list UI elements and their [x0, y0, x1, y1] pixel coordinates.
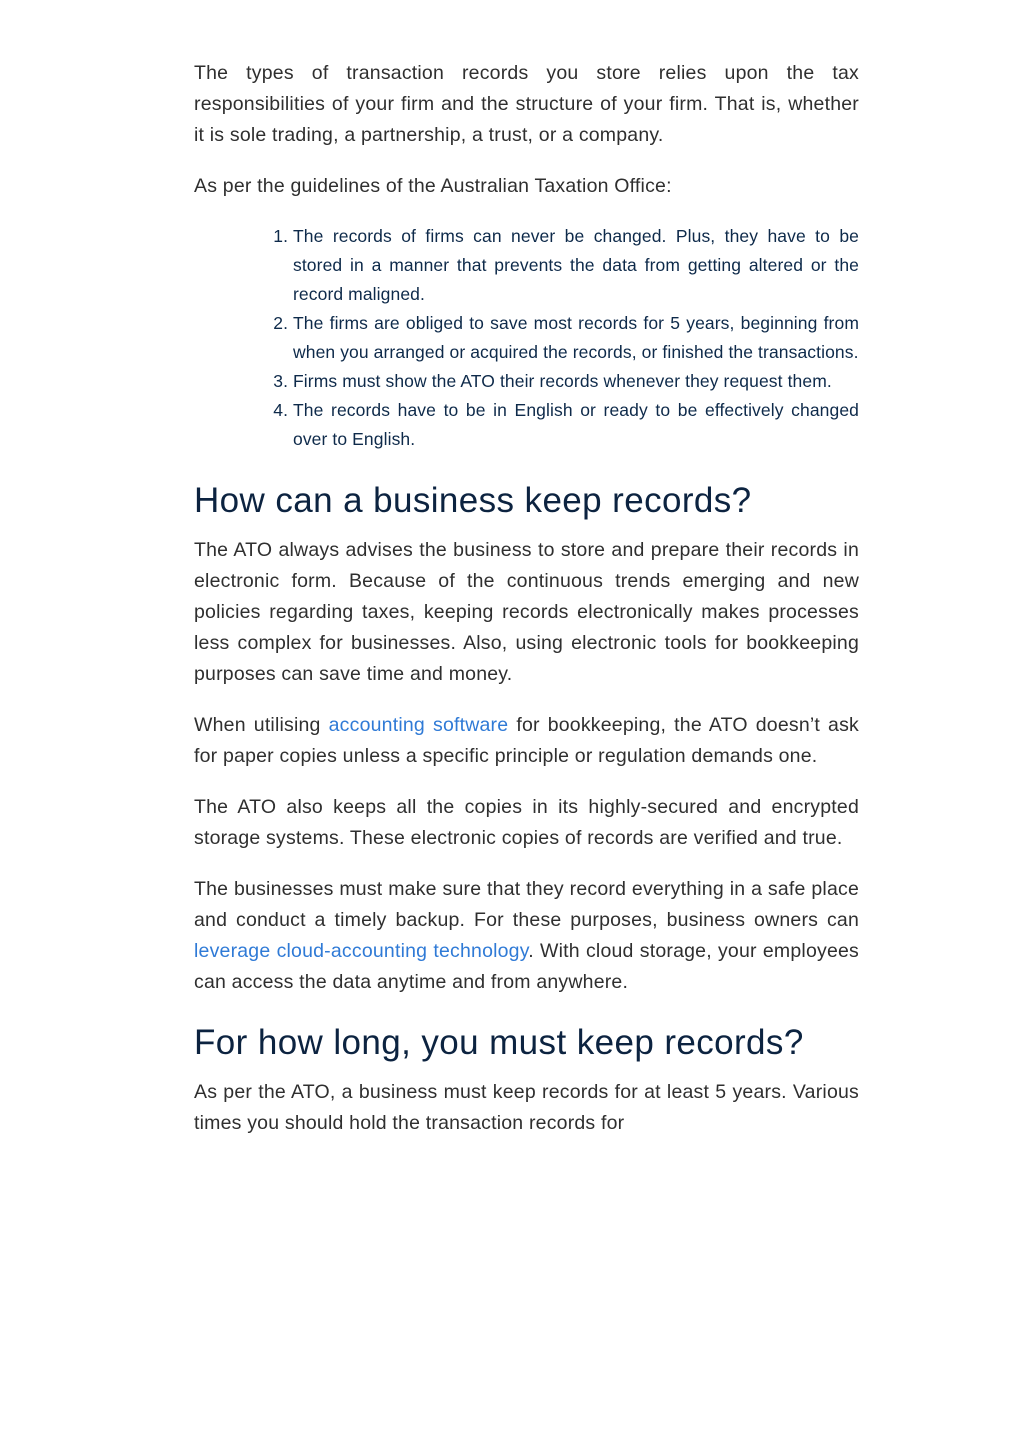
paragraph-text: . With cloud storage, your employees can access the data anytime and from anywhere.	[194, 940, 859, 993]
paragraph-cloud-backup	[194, 874, 859, 998]
intro-paragraph-ato-guidelines: As per the guidelines of the Australian Taxation Office:	[194, 175, 672, 197]
cloud-accounting-link[interactable]: leverage cloud-accounting technology	[194, 940, 529, 962]
accounting-software-link[interactable]: accounting software	[328, 714, 509, 736]
intro-paragraph-record-types: The types of transaction records you store relies upon the tax responsibilities of your firm and the structure of your firm. That is, whether it is sole trading, a partnership, a trust, or a company.	[194, 62, 859, 146]
paragraph-text: The businesses must make sure that they record everything in a safe place and conduct a timely backup. For these purposes, business owners can	[194, 878, 859, 931]
paragraph-accounting-software	[194, 710, 859, 772]
list-item: 2. The firms are obliged to save most records for 5 years, beginning from when you arranged or acquired the records, or finished the transactions.	[293, 309, 859, 367]
list-item: 3. Firms must show the ATO their records whenever they request them.	[293, 367, 859, 396]
list-item: 1. The records of firms can never be changed. Plus, they have to be stored in a manner that prevents the data from getting altered or the record maligned.	[293, 222, 859, 309]
paragraph-electronic-form: The ATO always advises the business to store and prepare their records in electronic form. Because of the continuous trends emerging and new policies regarding taxes, keeping records electronically makes processes less complex for businesses. Also, using electronic tools for bookkeeping purposes can save time and money.	[194, 539, 859, 685]
guidelines-list	[194, 222, 859, 454]
article-body	[194, 58, 859, 1159]
paragraph-text: When utilising	[194, 714, 329, 736]
paragraph-retention-period: As per the ATO, a business must keep records for at least 5 years. Various times you should hold the transaction records for	[194, 1081, 859, 1134]
list-item: 4. The records have to be in English or ready to be effectively changed over to English.	[293, 396, 859, 454]
section-heading-keep-records: How can a business keep records?	[194, 481, 752, 520]
section-heading-how-long: For how long, you must keep records?	[194, 1023, 804, 1062]
paragraph-text: for bookkeeping, the ATO doesn’t ask for paper copies unless a specific principle or regulation demands one.	[194, 714, 860, 767]
paragraph-secure-storage: The ATO also keeps all the copies in its highly-secured and encrypted storage systems. These electronic copies of records are verified and true.	[194, 796, 859, 849]
